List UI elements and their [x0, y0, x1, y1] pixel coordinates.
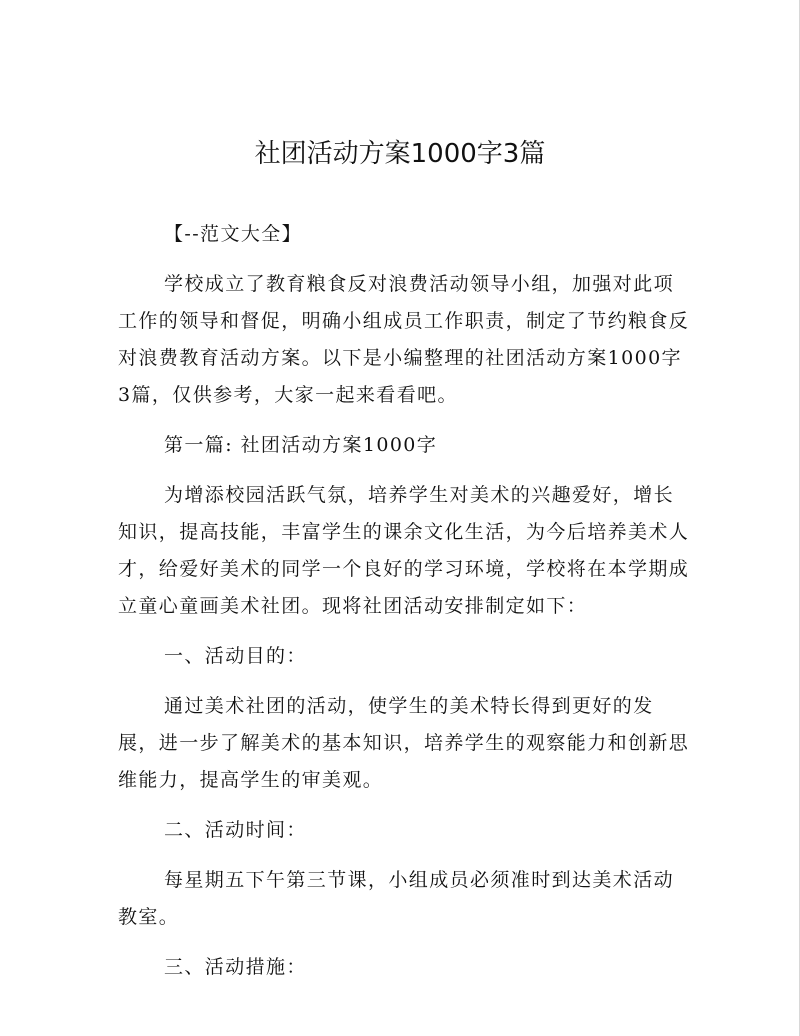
- source-tag: 【--范文大全】: [164, 223, 303, 245]
- body-paragraph: 为增添校园活跃气氛，培养学生对美术的兴趣爱好，增长知识，提高技能，丰富学生的课余文化生活，为今后培养美术人才，给爱好美术的同学一个良好的学习环境，学校将在本学期成立童心童画美术社团。现将社团活动安排制定如下：: [118, 484, 690, 617]
- heading-activity-time: 二、活动时间：: [164, 819, 307, 841]
- section-heading-part-one: 第一篇: 社团活动方案1000字: [164, 434, 438, 456]
- intro-paragraph: 学校成立了教育粮食反对浪费活动领导小组，加强对此项工作的领导和督促，明确小组成员工作职责，制定了节约粮食反对浪费教育活动方案。以下是小编整理的社团活动方案1000字3篇，仅供参考，大家一起来看看吧。: [118, 273, 690, 406]
- body-paragraph: 每星期五下午第三节课，小组成员必须准时到达美术活动教室。: [118, 869, 675, 928]
- document-body: [118, 216, 694, 999]
- document-title: 社团活动方案1000字3篇: [254, 139, 546, 169]
- heading-activity-measures: 三、活动措施：: [164, 956, 307, 978]
- heading-activity-purpose: 一、活动目的：: [164, 645, 307, 667]
- body-paragraph: 通过美术社团的活动，使学生的美术特长得到更好的发展，进一步了解美术的基本知识，培养学生的观察能力和创新思维能力，提高学生的审美观。: [118, 695, 690, 791]
